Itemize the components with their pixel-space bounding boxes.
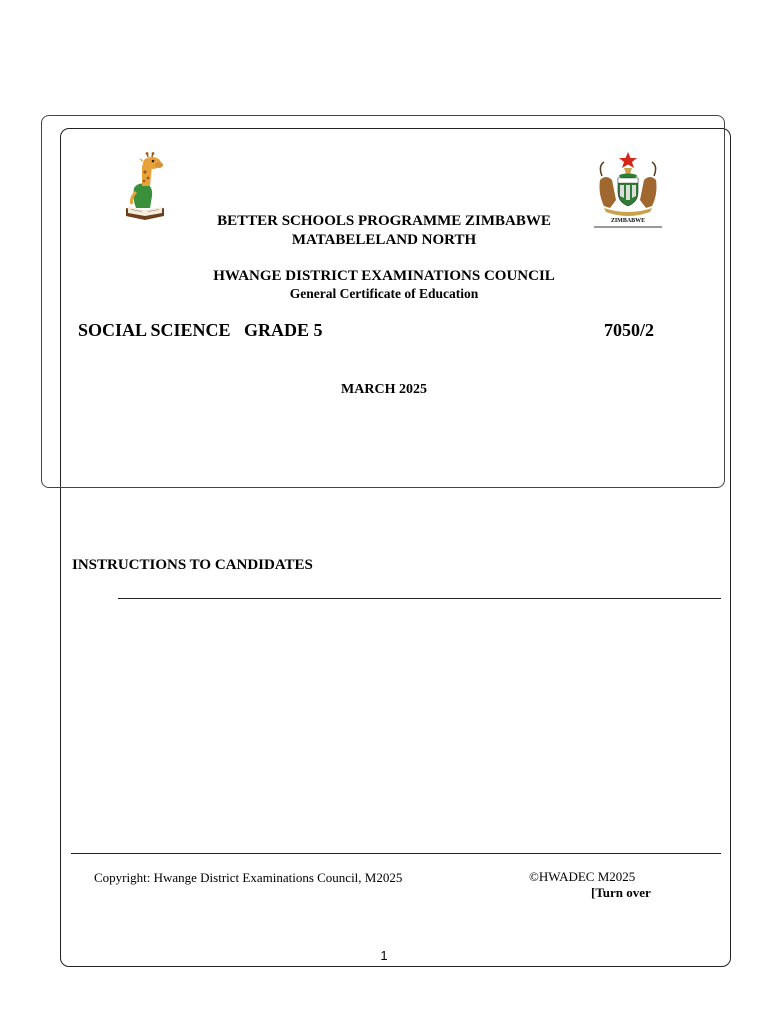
programme-title: BETTER SCHOOLS PROGRAMME ZIMBABWE: [217, 213, 551, 229]
footer-divider: [71, 853, 721, 854]
instructions-divider: [118, 598, 721, 599]
copyright-text: Copyright: Hwange District Examinations Council, M2025: [94, 870, 403, 885]
province-title: MATABELELAND NORTH: [291, 232, 477, 248]
subject-title: SOCIAL SCIENCE GRADE 5: [78, 320, 323, 340]
exam-date: MARCH 2025: [341, 382, 427, 397]
turn-over-note: [Turn over: [591, 885, 651, 900]
giraffe-reading-book-icon: [120, 152, 170, 222]
short-copyright: ©HWADEC M2025: [529, 869, 636, 884]
certificate-title: General Certificate of Education: [289, 286, 479, 301]
emblem-label: ZIMBABWE: [610, 218, 646, 224]
paper-code: 7050/2: [604, 320, 655, 340]
council-title: HWANGE DISTRICT EXAMINATIONS COUNCIL: [213, 268, 555, 284]
instructions-heading: INSTRUCTIONS TO CANDIDATES: [72, 557, 313, 573]
page-number: 1: [380, 948, 388, 963]
